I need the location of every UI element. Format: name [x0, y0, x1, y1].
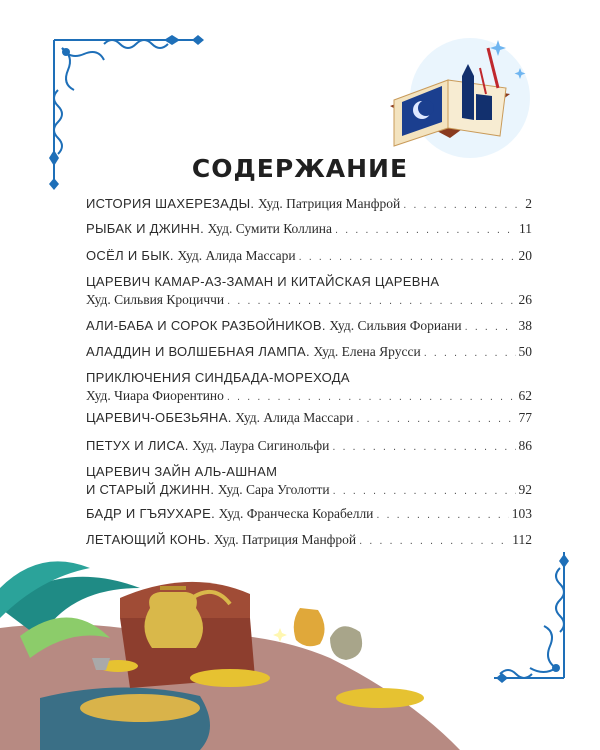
leader-dots [359, 533, 509, 549]
entry-illustrator: Худ. Патриция Манфрой [257, 196, 401, 211]
entry-page-number: 92 [518, 482, 532, 497]
entry-illustrator: Худ. Алида Массари [177, 248, 296, 263]
toc-line [86, 318, 532, 334]
toc-line [86, 274, 532, 290]
entry-illustrator: Худ. Сильвия Кроциччи [86, 292, 225, 307]
entry-title: РЫБАК И ДЖИНН. [86, 221, 204, 236]
entry-title: БАДР И ГЪЯУХАРЕ. [86, 506, 216, 521]
leader-dots [335, 222, 516, 238]
toc-line [86, 410, 532, 426]
toc-line [86, 248, 532, 264]
toc-line [86, 388, 532, 404]
toc-line [86, 196, 532, 212]
toc-line [86, 482, 532, 498]
ornament-bottom-right [490, 548, 590, 688]
entry-illustrator: Худ. Алида Массари [235, 410, 354, 425]
leader-dots [299, 249, 516, 265]
entry-illustrator: Худ. Лаура Сигинольфи [192, 438, 330, 453]
page-title: СОДЕРЖАНИЕ [191, 154, 409, 183]
entry-title: ИСТОРИЯ ШАХЕРЕЗАДЫ. [86, 196, 255, 211]
entry-illustrator: Худ. Сара Уголотти [217, 482, 330, 497]
toc-line [86, 344, 532, 360]
open-book-illustration [380, 28, 530, 168]
entry-illustrator: Худ. Сильвия Фориани [329, 318, 462, 333]
entry-title: ПЕТУХ И ЛИСА. [86, 438, 189, 453]
leader-dots [227, 293, 515, 309]
entry-title: ЦАРЕВИЧ ЗАЙН АЛЬ-АШНАМ [86, 464, 278, 479]
leader-dots [227, 389, 516, 405]
leader-dots [403, 197, 522, 213]
entry-page-number: 86 [518, 438, 532, 453]
toc-line [86, 292, 532, 308]
toc-line [86, 438, 532, 454]
entry-page-number: 2 [525, 196, 532, 211]
toc-line [86, 370, 532, 386]
entry-illustrator: Худ. Патриция Манфрой [213, 532, 357, 547]
entry-title: ОСЁЛ И БЫК. [86, 248, 174, 263]
entry-title: ЦАРЕВИЧ КАМАР-АЗ-ЗАМАН И КИТАЙСКАЯ ЦАРЕВНА [86, 274, 440, 289]
entry-page-number: 62 [518, 388, 532, 403]
entry-illustrator: Худ. Чиара Фиорентино [86, 388, 224, 403]
treasure-illustration [0, 548, 460, 750]
entry-illustrator: Худ. Франческа Корабелли [218, 506, 374, 521]
entry-page-number: 77 [518, 410, 532, 425]
entry-illustrator: Худ. Сумити Коллина [207, 221, 333, 236]
entry-title: ЦАРЕВИЧ-ОБЕЗЬЯНА. [86, 410, 232, 425]
entry-illustrator: Худ. Елена Ярусси [313, 344, 421, 359]
entry-page-number: 50 [518, 344, 532, 359]
leader-dots [465, 319, 516, 335]
entry-page-number: 38 [518, 318, 532, 333]
entry-title: АЛАДДИН И ВОЛШЕБНАЯ ЛАМПА. [86, 344, 310, 359]
leader-dots [376, 507, 508, 523]
entry-page-number: 11 [519, 221, 532, 236]
entry-title: ЛЕТАЮЩИЙ КОНЬ. [86, 532, 211, 547]
entry-page-number: 20 [518, 248, 532, 263]
leader-dots [424, 345, 516, 361]
entry-page-number: 112 [512, 532, 532, 547]
leader-dots [356, 411, 515, 427]
toc-line [86, 532, 532, 548]
toc-line [86, 221, 532, 237]
toc-line [86, 464, 532, 480]
entry-title: АЛИ-БАБА И СОРОК РАЗБОЙНИКОВ. [86, 318, 326, 333]
entry-title: ПРИКЛЮЧЕНИЯ СИНДБАДА-МОРЕХОДА [86, 370, 350, 385]
leader-dots [332, 439, 515, 455]
entry-page-number: 103 [511, 506, 532, 521]
entry-page-number: 26 [518, 292, 532, 307]
leader-dots [333, 483, 516, 499]
toc-line [86, 506, 532, 522]
entry-title: И СТАРЫЙ ДЖИНН. [86, 482, 215, 497]
